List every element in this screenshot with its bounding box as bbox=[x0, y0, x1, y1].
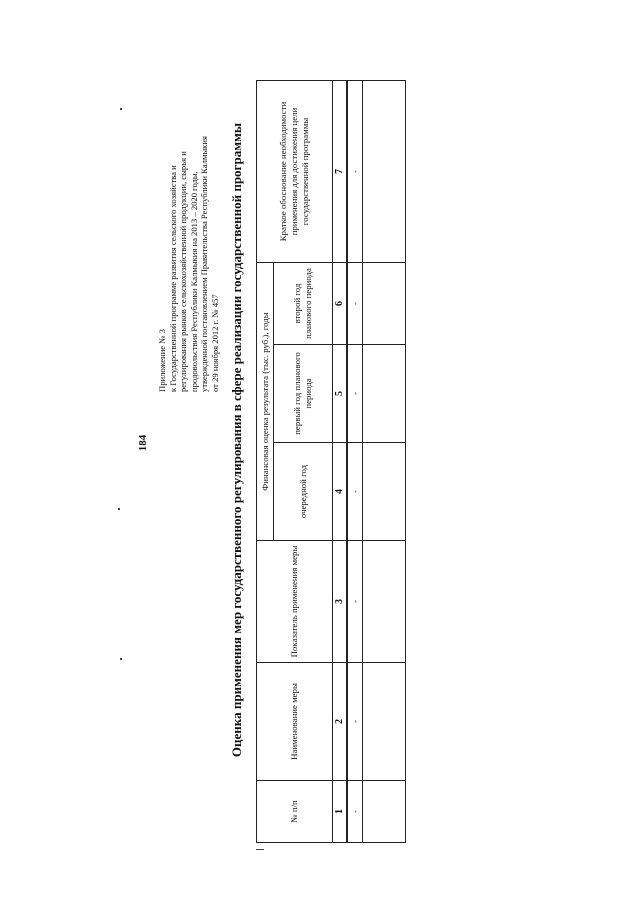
table-cell: - bbox=[347, 81, 363, 263]
table-cell bbox=[363, 345, 406, 443]
column-number: 3 bbox=[333, 541, 348, 663]
table-cell: - bbox=[347, 663, 363, 781]
column-number: 1 bbox=[333, 781, 348, 843]
scan-speck bbox=[256, 849, 264, 850]
table-cell bbox=[363, 443, 406, 541]
regulation-measures-table bbox=[256, 80, 406, 843]
column-number: 5 bbox=[333, 345, 348, 443]
column-number: 2 bbox=[333, 663, 348, 781]
appendix-note bbox=[157, 32, 221, 392]
table-cell: - bbox=[347, 263, 363, 345]
table-header-row bbox=[257, 81, 274, 843]
table-cell: - bbox=[347, 541, 363, 663]
header-num: № п/п bbox=[257, 781, 333, 843]
header-indicator: Показатель применения меры bbox=[257, 541, 333, 663]
page-number: 184 bbox=[137, 434, 149, 452]
table-cell bbox=[363, 81, 406, 263]
appendix-line: Приложение № 3 bbox=[157, 329, 167, 392]
appendix-line: регулирования рынков сельскохозяйственной продукции, сырья и bbox=[178, 151, 189, 392]
scan-speck bbox=[118, 508, 120, 510]
header-justification: Краткое обоснование необходимости применения для достижения цели государственной программы bbox=[257, 81, 333, 263]
header-measure-name: Наименование меры bbox=[257, 663, 333, 781]
column-number-row bbox=[333, 81, 348, 843]
table-cell bbox=[363, 663, 406, 781]
table-cell: - bbox=[347, 781, 363, 843]
scan-speck bbox=[120, 658, 122, 660]
table-cell bbox=[363, 541, 406, 663]
table-cell: - bbox=[347, 345, 363, 443]
header-second-year: второй год планового периода bbox=[274, 263, 333, 345]
table-cell bbox=[363, 781, 406, 843]
appendix-line: к Государственной программе развития сельского хозяйства и bbox=[167, 165, 178, 392]
column-number: 4 bbox=[333, 443, 348, 541]
table-row bbox=[347, 81, 363, 843]
appendix-line: утвержденной постановлением Правительства Республики Калмыкия bbox=[199, 136, 210, 392]
appendix-line: продовольствия Республики Калмыкия на 2013 – 2020 годы, bbox=[188, 171, 199, 392]
scan-speck bbox=[120, 108, 122, 110]
column-number: 6 bbox=[333, 263, 348, 345]
header-first-year: первый год планового периода bbox=[274, 345, 333, 443]
appendix-line: от 29 ноября 2012 г. № 457 bbox=[209, 294, 220, 392]
table-cell bbox=[363, 263, 406, 345]
table-cell: - bbox=[347, 443, 363, 541]
document-title: Оценка применения мер государственного регулирования в сфере реализации государственной программы bbox=[229, 122, 244, 758]
header-finance-group: Финансовая оценка результата (тыс. руб.), годы bbox=[257, 263, 274, 541]
table-row bbox=[363, 81, 406, 843]
column-number: 7 bbox=[333, 81, 348, 263]
header-current-year: очередной год bbox=[274, 443, 333, 541]
